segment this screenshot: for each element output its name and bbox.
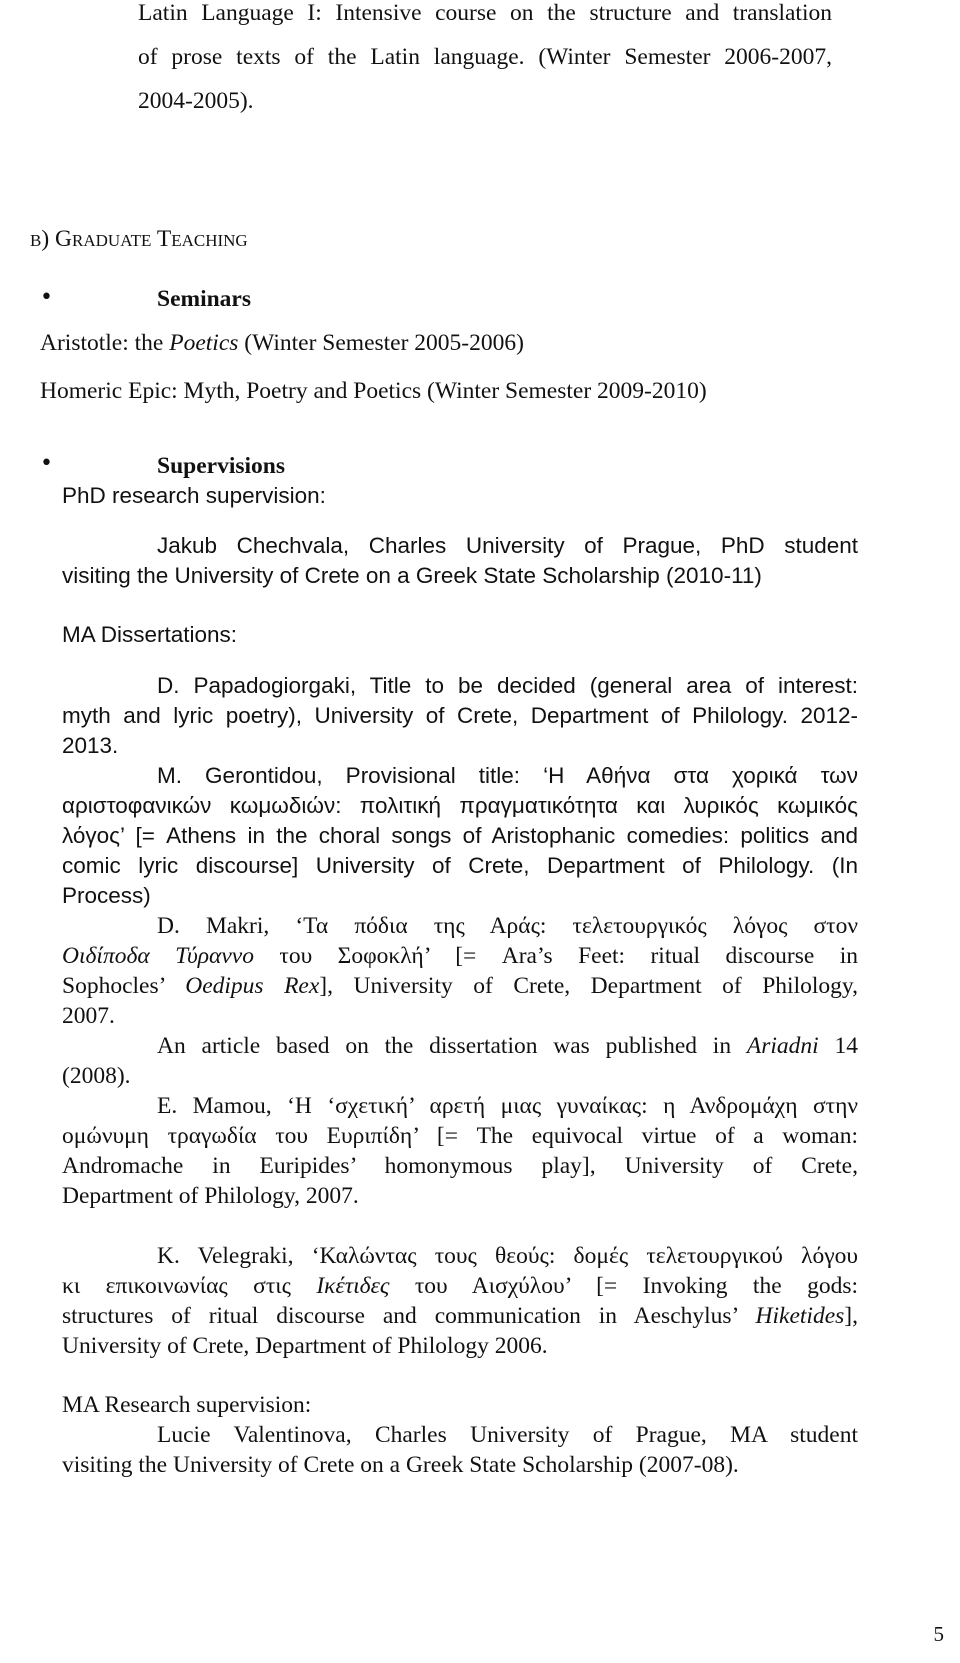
ma-research-line: Lucie Valentinova, Charles University of Prague, MA student <box>157 1422 858 1448</box>
undergrad-line: 2004-2005). <box>138 88 254 114</box>
dissertation-line: myth and lyric poetry), University of Crete, Department of Philology. 2012- <box>62 703 858 728</box>
dissertation-line: Department of Philology, 2007. <box>62 1183 359 1209</box>
dissertation-line: κι επικοινωνίας στις Ικέτιδες του Αισχύλου’ [= Invoking the gods: <box>62 1273 858 1299</box>
dissertation-line: Οιδίποδα Τύραννο του Σοφοκλή’ [= Ara’s Feet: ritual discourse in <box>62 943 858 969</box>
ma-research-label: MA Research supervision: <box>62 1392 312 1418</box>
bullet-icon: • <box>40 285 53 310</box>
dissertation-line: αριστοφανικών κωμωδιών: πολιτική πραγματικότητα και λυρικός κωμικός <box>62 793 858 818</box>
seminar-item: Homeric Epic: Myth, Poetry and Poetics (Winter Semester 2009-2010) <box>40 378 707 404</box>
dissertation-line: D. Makri, ‘Τα πόδια της Αράς: τελετουργικός λόγος στον <box>157 913 858 939</box>
dissertation-line: Process) <box>62 883 151 908</box>
dissertation-line: 2007. <box>62 1003 115 1029</box>
phd-student-line: Jakub Chechvala, Charles University of Prague, PhD student <box>157 533 858 558</box>
dissertation-line: Andromache in Euripides’ homonymous play], University of Crete, <box>62 1153 858 1179</box>
ma-research-line: visiting the University of Crete on a Greek State Scholarship (2007-08). <box>62 1452 739 1478</box>
seminars-heading: Seminars <box>157 286 251 312</box>
dissertation-line: K. Velegraki, ‘Καλώντας τους θεούς: δομές τελετουργικού λόγου <box>157 1243 858 1269</box>
dissertation-line: D. Papadogiorgaki, Title to be decided (general area of interest: <box>157 673 858 698</box>
dissertation-line: M. Gerontidou, Provisional title: ‘Η Αθήνα στα χορικά των <box>157 763 858 788</box>
bullet-icon: • <box>40 451 53 476</box>
ma-dissertations-label: MA Dissertations: <box>62 622 238 647</box>
page-number: 5 <box>933 1622 944 1646</box>
dissertation-line: University of Crete, Department of Philology 2006. <box>62 1333 548 1359</box>
dissertation-line: ομώνυμη τραγωδία του Ευριπίδη’ [= The equivocal virtue of a woman: <box>62 1123 858 1149</box>
undergrad-line: of prose texts of the Latin language. (Winter Semester 2006-2007, <box>138 44 832 70</box>
undergrad-line: Latin Language I: Intensive course on the structure and translation <box>138 0 832 26</box>
article-note-line: (2008). <box>62 1063 131 1089</box>
article-note-line: An article based on the dissertation was published in Ariadni 14 <box>157 1033 859 1059</box>
supervisions-heading: Supervisions <box>157 453 285 479</box>
phd-student-line: visiting the University of Crete on a Greek State Scholarship (2010-11) <box>62 563 762 588</box>
section-heading-graduate-teaching: B) GRADUATE TEACHING <box>30 226 248 252</box>
seminar-item: Aristotle: the Poetics (Winter Semester 2005-2006) <box>40 330 524 356</box>
dissertation-line: structures of ritual discourse and communication in Aeschylus’ Hiketides], <box>62 1303 858 1329</box>
phd-label: PhD research supervision: <box>62 483 326 508</box>
dissertation-line: 2013. <box>62 733 119 758</box>
dissertation-line: comic lyric discourse] University of Crete, Department of Philology. (In <box>62 853 858 878</box>
dissertation-line: λόγος’ [= Athens in the choral songs of Aristophanic comedies: politics and <box>62 823 858 848</box>
dissertation-line: Sophocles’ Oedipus Rex], University of Crete, Department of Philology, <box>62 973 858 999</box>
dissertation-line: E. Mamou, ‘Η ‘σχετική’ αρετή μιας γυναίκας: η Ανδρομάχη στην <box>157 1093 858 1119</box>
